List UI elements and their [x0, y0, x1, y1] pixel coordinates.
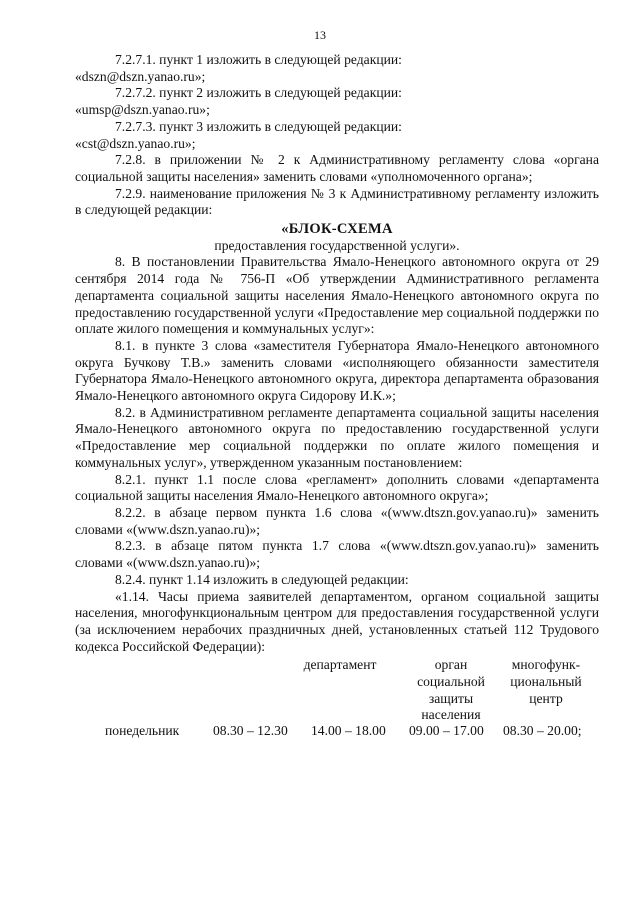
- row-mfc: 08.30 – 20.00;: [503, 723, 582, 739]
- paragraph-p13: 8.2.2. в абзаце первом пункта 1.6 слова «(www.dtszn.gov.yanao.ru)» заменить словами «(www.dszn.yanao.ru)»;: [75, 504, 599, 537]
- row-social-organ: 09.00 – 17.00: [409, 723, 484, 739]
- paragraph-p6: «cst@dszn.yanao.ru»;: [75, 135, 196, 151]
- block-subtitle: предоставления государственной услуги».: [214, 237, 460, 253]
- header-mfc: многофунк-циональный центр: [510, 657, 582, 706]
- paragraph-p3: 7.2.7.2. пункт 2 изложить в следующей редакции:: [115, 85, 402, 101]
- header-social-organ: орган социальной защиты населения: [417, 657, 485, 723]
- row-dept-morning: 08.30 – 12.30: [213, 723, 288, 739]
- paragraph-p5: 7.2.7.3. пункт 3 изложить в следующей редакции:: [115, 118, 402, 134]
- block-title: «БЛОК-СХЕМА: [281, 221, 393, 238]
- row-day: понедельник: [105, 723, 180, 739]
- paragraph-p8: 7.2.9. наименование приложения № 3 к Административному регламенту изложить в следующей редакции:: [75, 185, 599, 218]
- paragraph-p1: 7.2.7.1. пункт 1 изложить в следующей редакции:: [115, 52, 402, 67]
- paragraph-p2: «dszn@dszn.yanao.ru»;: [75, 68, 206, 84]
- paragraph-p7: 7.2.8. в приложении № 2 к Административному регламенту слова «органа социальной защиты населения» заменить словами «уполномоченного органа»;: [75, 152, 599, 184]
- document-body: [75, 52, 599, 741]
- main-paragraphs: [75, 254, 599, 655]
- hours-table-row: [75, 723, 599, 741]
- page-number: 13: [314, 28, 326, 42]
- paragraph-p4: «umsp@dszn.yanao.ru»;: [75, 102, 210, 118]
- top-paragraphs: [75, 52, 599, 219]
- hours-table-header: [75, 657, 599, 723]
- paragraph-p15: 8.2.4. пункт 1.14 изложить в следующей редакции:: [115, 571, 409, 587]
- header-department: департамент: [303, 657, 377, 673]
- paragraph-p10: 8.1. в пункте 3 слова «заместителя Губернатора Ямало-Ненецкого автономного округа Бучкову Т.В.» заменить словами «исполняющего обязанности заместителя Губернатора Ямало-Ненецкого автономного округа, директора департамента образования Ямало-Ненецкого автономного округа Сидорову И.К.»;: [75, 337, 599, 404]
- paragraph-p14: 8.2.3. в абзаце пятом пункта 1.7 слова «(www.dtszn.gov.yanao.ru)» заменить словами «(www.dszn.yanao.ru)»;: [75, 538, 599, 571]
- paragraph-p16: «1.14. Часы приема заявителей департаментом, органом социальной защиты населения, многофункциональным центром для предоставления государственной услуги (за исключением нерабочих праздничных дней, установленных статьей 112 Трудового кодекса Российской Федерации):: [75, 588, 599, 654]
- paragraph-p11: 8.2. в Административном регламенте департамента социальной защиты населения Ямало-Ненецкого автономного округа по предоставлению государственной услуги «Предоставление мер социальной поддержки по оплате жилого помещения и коммунальных услуг», утвержденном указанным постановлением:: [75, 404, 599, 470]
- row-dept-afternoon: 14.00 – 18.00: [311, 723, 386, 739]
- paragraph-p9: 8. В постановлении Правительства Ямало-Ненецкого автономного округа от 29 сентября 2014 года № 756-П «Об утверждении Административного регламента департамента социальной защиты населения Ямало-Ненецкого автономного округа по предоставлению государственной услуги «Предоставление мер социальной поддержки по оплате жилого помещения и коммунальных услуг»:: [75, 254, 599, 337]
- paragraph-p12: 8.2.1. пункт 1.1 после слова «регламент» дополнить словами «департамента социальной защиты населения Ямало-Ненецкого автономного округа»;: [75, 471, 599, 504]
